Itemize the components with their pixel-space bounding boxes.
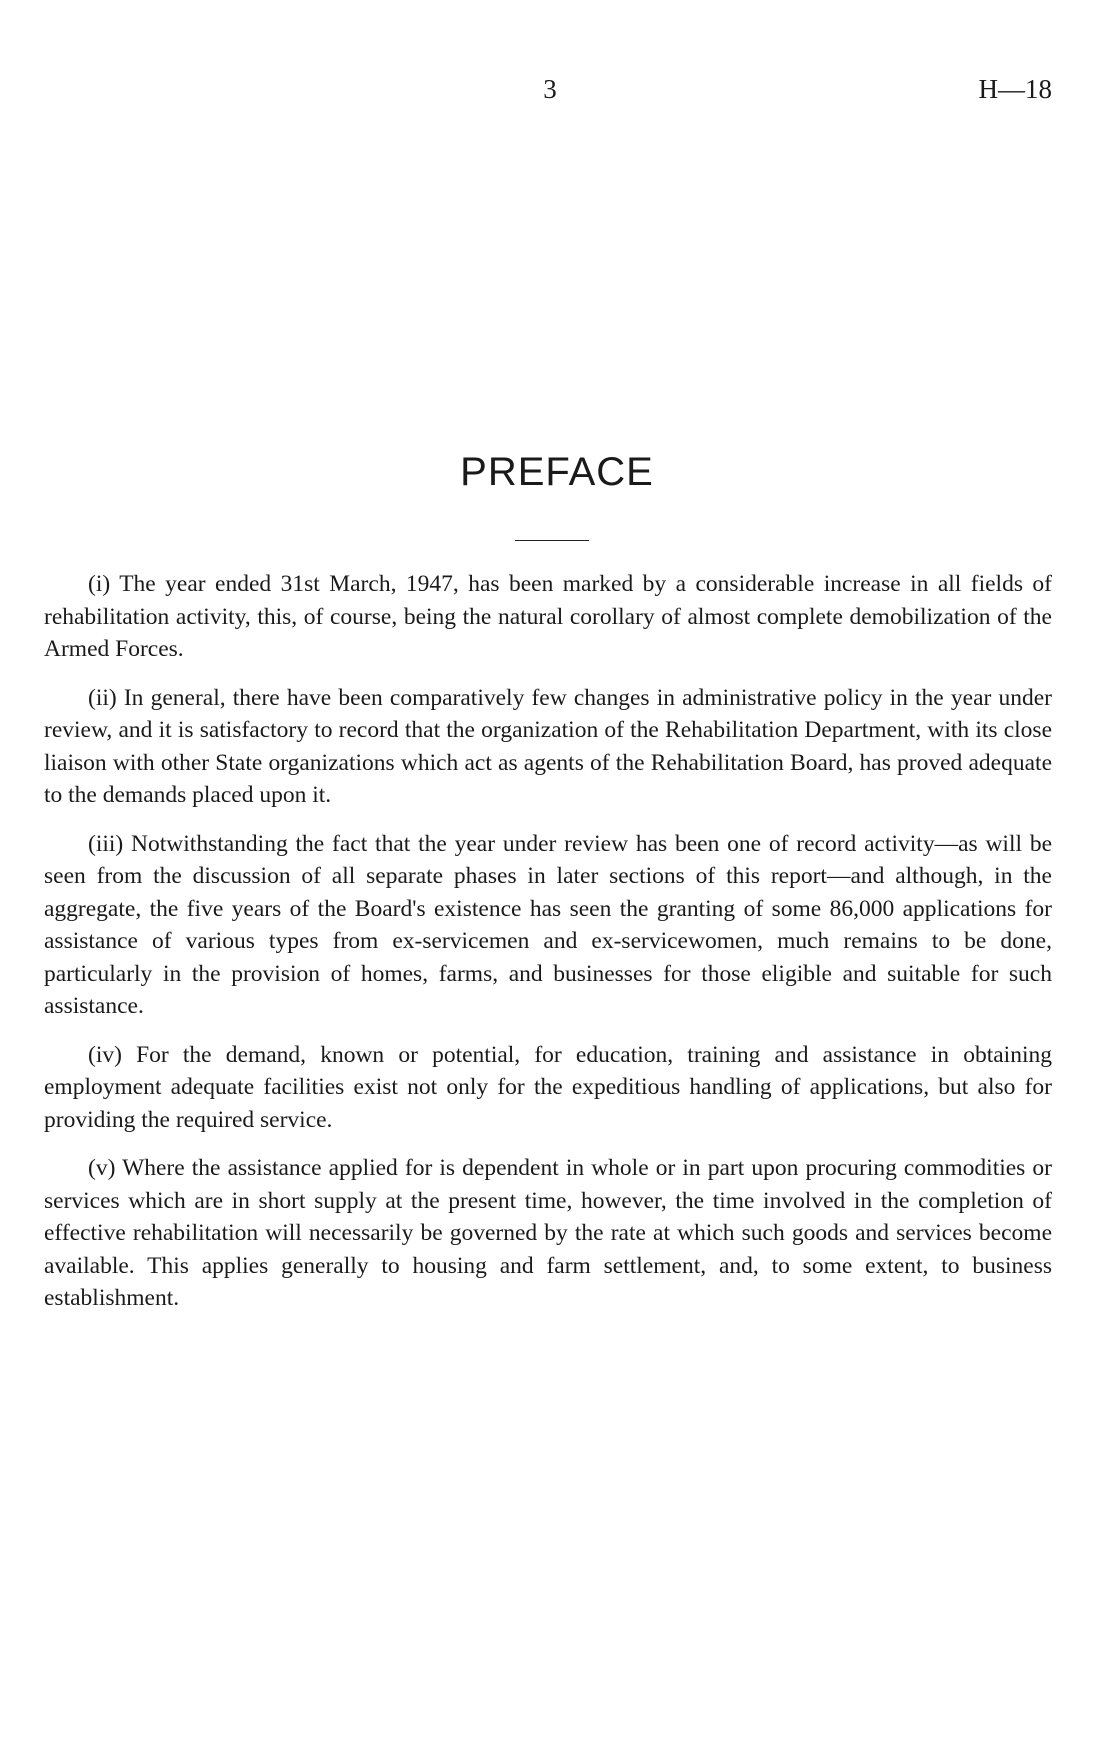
preface-body xyxy=(44,568,1052,1331)
document-reference: H—18 xyxy=(978,74,1052,104)
page-title: PREFACE xyxy=(460,450,654,494)
page-number: 3 xyxy=(543,74,557,104)
paragraph-iv: (iv) For the demand, known or potential, for education, training and assistance in obtaining employment adequate facilities exist not only for the expeditious handling of applications, but also for providing the required service. xyxy=(44,1041,1052,1133)
paragraph-ii: (ii) In general, there have been comparatively few changes in administrative policy in the year under review, and it is satisfactory to record that the organization of the Rehabilitation Department, with its close liaison with other State organizations which act as agents of the Rehabilitation Board, has proved adequate to the demands placed upon it. xyxy=(44,684,1052,808)
paragraph-iii: (iii) Notwithstanding the fact that the year under review has been one of record activity—as will be seen from the discussion of all separate phases in later sections of this report—and although, in the aggregate, the five years of the Board's existence has seen the granting of some 86,000 applications for assistance of various types from ex-servicemen and ex-servicewomen, much remains to be done, particularly in the provision of homes, farms, and businesses for those eligible and suitable for such assistance. xyxy=(44,830,1052,1019)
paragraph-v: (v) Where the assistance applied for is dependent in whole or in part upon procuring commodities or services which are in short supply at the present time, however, the time involved in the completion of effective rehabilitation will necessarily be governed by the rate at which such goods and services become available. This applies generally to housing and farm settlement, and, to some extent, to business establishment. xyxy=(44,1155,1052,1311)
title-divider xyxy=(515,540,589,541)
paragraph-i: (i) The year ended 31st March, 1947, has been marked by a considerable increase in all fields of rehabilitation activity, this, of course, being the natural corollary of almost complete demobilization of the Armed Forces. xyxy=(44,571,1052,662)
